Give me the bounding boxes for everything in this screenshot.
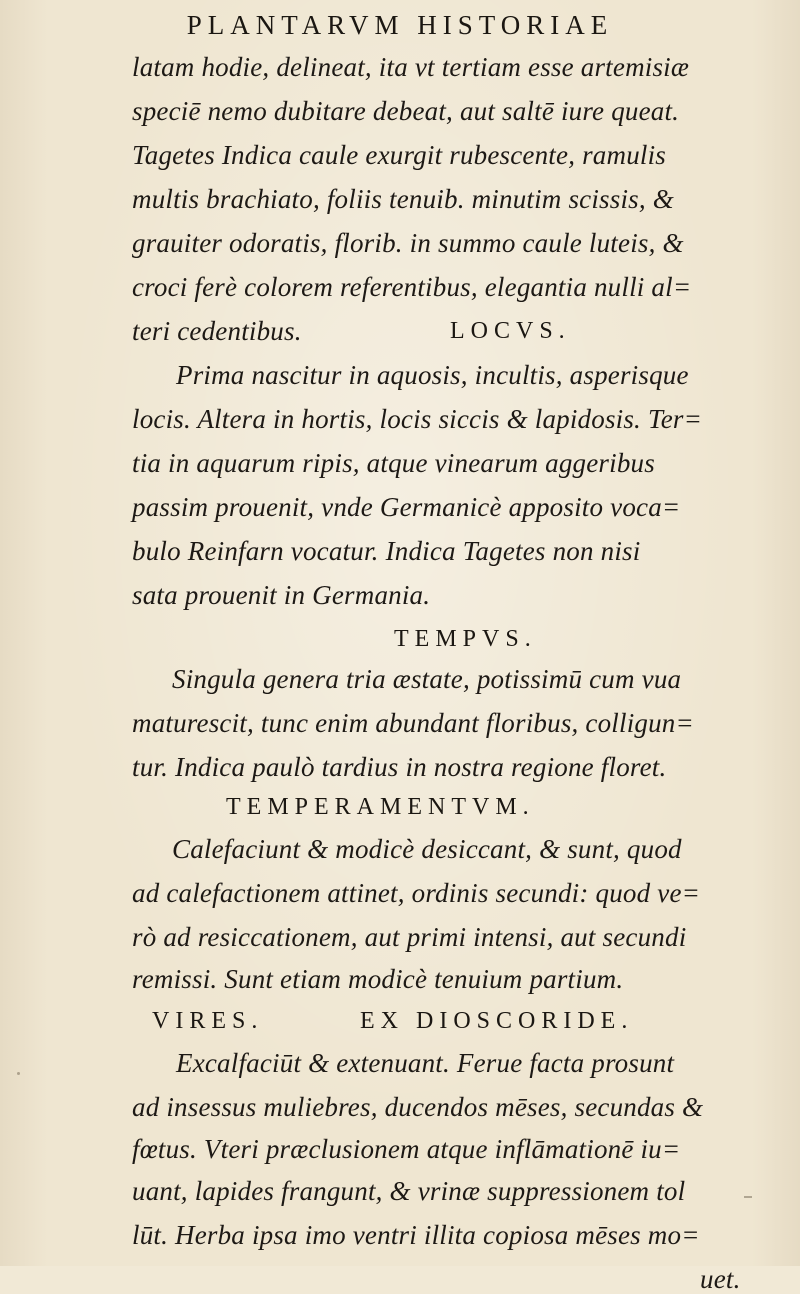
text-line: tia in aquarum ripis, atque vinearum aggeribus [132,448,655,478]
section-heading-temperamentum: TEMPERAMENTVM. [226,794,535,820]
text-line: Singula genera tria æstate, potissimū cum vua [172,664,682,694]
text-line: sata prouenit in Germania. [132,580,431,610]
text-line: maturescit, tunc enim abundant floribus, colligun= [132,708,694,738]
text-line: tur. Indica paulò tardius in nostra regione floret. [132,752,667,782]
text-line: ad calefactionem attinet, ordinis secundi: quod ve= [132,878,701,908]
text-line: Tagetes Indica caule exurgit rubescente, ramulis [132,140,667,170]
text-line: rò ad resiccationem, aut primi intensi, aut secundi [132,922,687,952]
text-line: multis brachiato, foliis tenuib. minutim scissis, & [132,184,674,214]
text-line: remissi. Sunt etiam modicè tenuium partium. [132,964,624,994]
paper-blemish [744,1196,752,1198]
section-heading-locus: LOCVS. [450,318,571,344]
text-line: latam hodie, delineat, ita vt tertiam esse artemisiæ [132,52,690,82]
text-line: uet. [700,1264,741,1294]
section-heading-tempus: TEMPVS. [394,626,537,652]
running-header: PLANTARVM HISTORIAE [186,10,614,40]
paper-blemish [17,1072,20,1075]
text-line: Calefaciunt & modicè desiccant, & sunt, quod [172,834,682,864]
text-line: bulo Reinfarn vocatur. Indica Tagetes non nisi [132,536,641,566]
text-line: Excalfaciūt & extenuant. Ferue facta prosunt [176,1048,675,1078]
text-line: ad insessus muliebres, ducendos mēses, secundas & [132,1092,704,1122]
text-line: teri cedentibus. [132,316,302,346]
text-line: locis. Altera in hortis, locis siccis & lapidosis. Ter= [132,404,703,434]
section-heading-dioscoride: EX DIOSCORIDE. [360,1008,634,1034]
text-line: croci ferè colorem referentibus, elegantia nulli al= [132,272,692,302]
text-line: speciē nemo dubitare debeat, aut saltē iure queat. [132,96,680,126]
text-line: uant, lapides frangunt, & vrinæ suppressionem tol [132,1176,686,1206]
text-line: grauiter odoratis, florib. in summo caule luteis, & [132,228,684,258]
text-line: passim prouenit, vnde Germanicè apposito voca= [132,492,681,522]
text-line: fœtus. Vteri præclusionem atque inflāmationē iu= [132,1134,681,1164]
text-line: Prima nascitur in aquosis, incultis, asperisque [176,360,689,390]
section-heading-vires: VIRES. [152,1008,264,1034]
text-line: lūt. Herba ipsa imo ventri illita copiosa mēses mo= [132,1220,700,1250]
